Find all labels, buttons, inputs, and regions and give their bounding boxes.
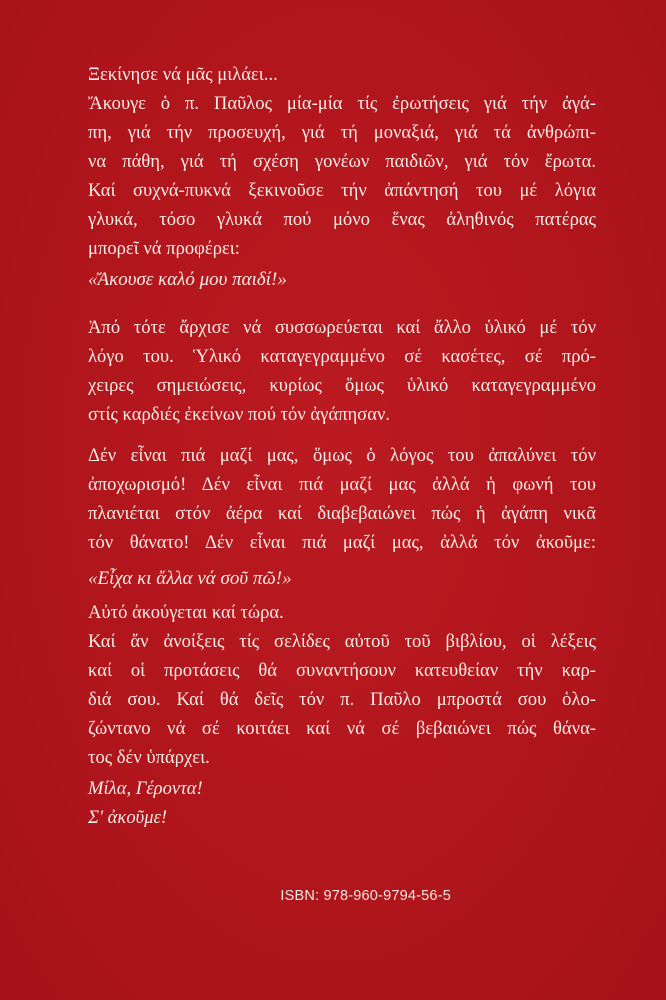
text-line: μπορεῖ νά προφέρει: [88, 238, 240, 259]
text-line: χειρες σημειώσεις, κυρίως ὅμως ὑλικό καταγεγραμμένο [88, 375, 596, 396]
text-line: Ἀπό τότε ἄρχισε νά συσσωρεύεται καί ἄλλο ὑλικό μέ τόν [88, 317, 596, 338]
text-line: Ἄκουγε ὁ π. Παῦλος μία-μία τίς ἐρωτήσεις γιά τήν ἀγά- [88, 93, 596, 114]
quote-text: «Εἶχα κι ἄλλα νά σοῦ πῶ!» [88, 568, 292, 589]
paragraph-two [88, 313, 596, 429]
text-line: Καί ἄν ἀνοίξεις τίς σελίδες αὐτοῦ τοῦ βιβλίου, οἱ λέξεις [88, 631, 596, 652]
paragraph-three [88, 441, 596, 557]
text-line: τος δέν ὑπάρχει. [88, 747, 210, 768]
paragraph-four [88, 598, 596, 772]
isbn-number: ISBN: 978-960-9794-56-5 [280, 888, 451, 904]
text-line: λόγο του. Ὑλικό καταγεγραμμένο σέ κασέτες, σέ πρό- [88, 346, 596, 367]
text-line: ἀποχωρισμό! Δέν εἶναι πιά μαζί μας ἀλλά ἡ φωνή του [88, 474, 596, 495]
text-line: ζώντανο νά σέ κοιτάει καί νά σέ βεβαιώνει πώς θάνα- [88, 718, 596, 739]
text-line: τόν θάνατο! Δέν εἶναι πιά μαζί μας, ἀλλά τόν ἀκοῦμε: [88, 532, 596, 553]
closing-lines [88, 774, 596, 832]
text-line: γλυκά, τόσο γλυκά πού μόνο ἕνας ἀληθινός πατέρας [88, 209, 596, 230]
text-line: να πάθη, γιά τή σχέση γονέων παιδιῶν, γιά τόν ἔρωτα. [88, 151, 596, 172]
text-line: διά σου. Καί θά δεῖς τόν π. Παῦλο μπροστά σου ὁλο- [88, 689, 596, 710]
text-line: Καί συχνά-πυκνά ξεκινοῦσε τήν ἀπάντησή του μέ λόγια [88, 180, 596, 201]
closing-line: Σ' ἀκοῦμε! [88, 807, 168, 828]
text-line: πη, γιά τήν προσευχή, γιά τή μοναξιά, γιά τά ἀνθρώπι- [88, 122, 596, 143]
text-line: Ξεκίνησε νά μᾶς μιλάει... [88, 64, 278, 85]
closing-line: Μίλα, Γέροντα! [88, 778, 203, 799]
quote-text: «Ἄκουσε καλό μου παιδί!» [88, 269, 287, 290]
text-line: στίς καρδιές ἐκείνων πού τόν ἀγάπησαν. [88, 404, 391, 425]
text-line: πλανιέται στόν ἀέρα καί διαβεβαιώνει πώς ἡ ἀγάπη νικᾶ [88, 503, 596, 524]
intro-paragraph [88, 60, 596, 263]
text-line: Δέν εἶναι πιά μαζί μας, ὅμως ὁ λόγος του ἀπαλύνει τόν [88, 445, 596, 466]
text-line: καί οἱ προτάσεις θά συναντήσουν κατευθείαν τήν καρ- [88, 660, 596, 681]
quote-one [88, 265, 596, 294]
quote-two [88, 564, 596, 593]
text-line: Αὐτό ἀκούγεται καί τώρα. [88, 602, 284, 623]
